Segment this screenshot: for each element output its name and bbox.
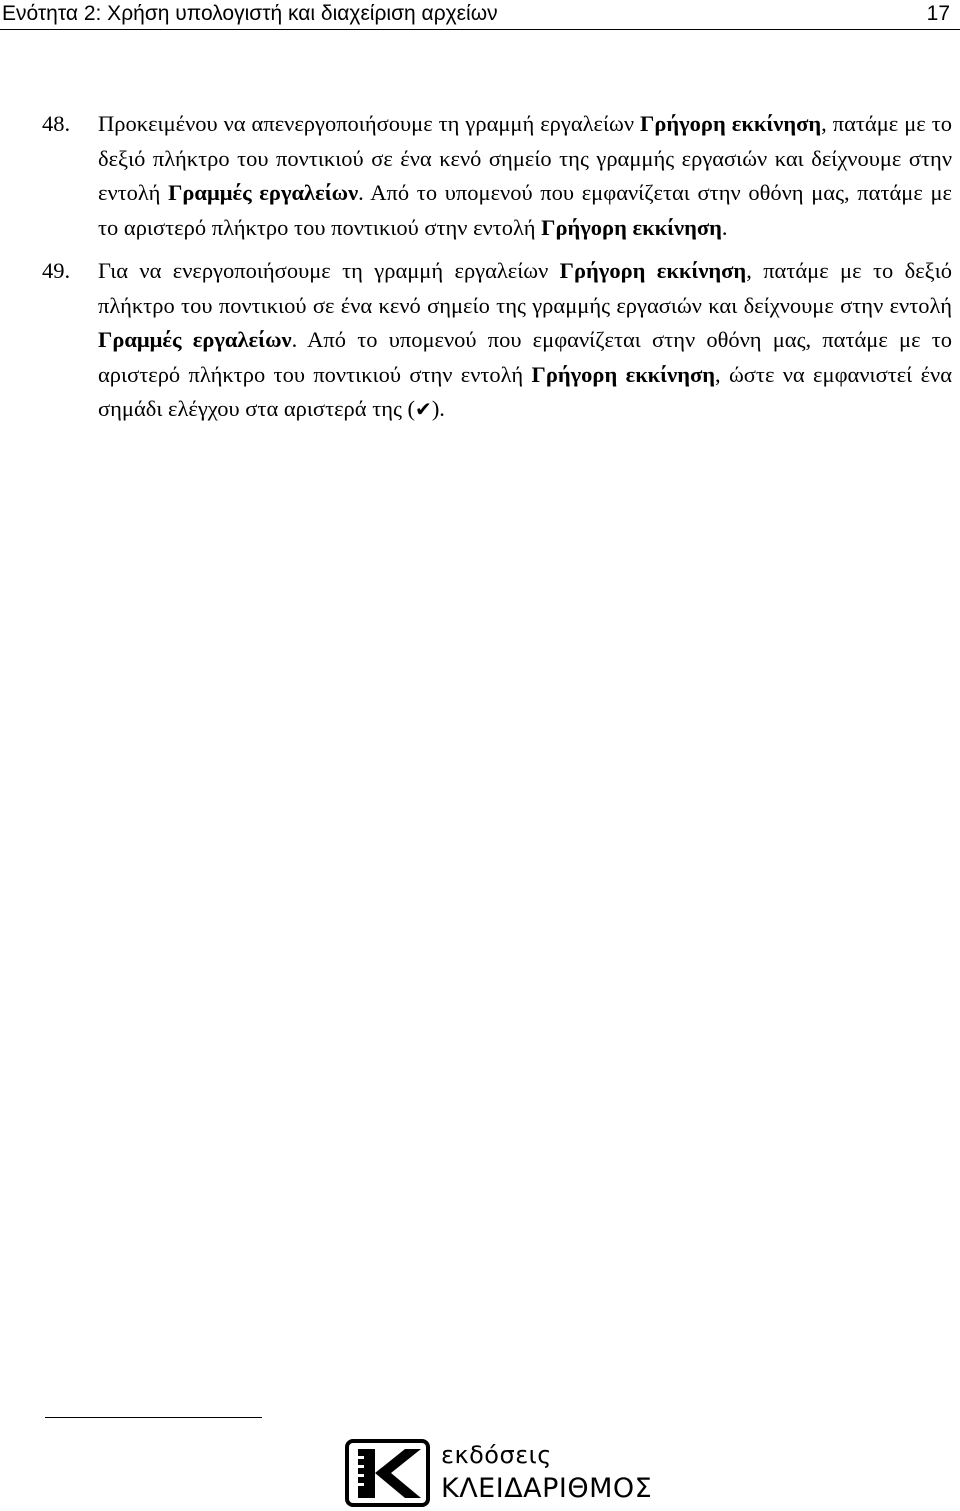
page-body (42, 107, 952, 436)
text-run: Προκειμένου να απενεργοποιήσουμε τη γραμμή εργαλείων (98, 111, 641, 136)
item-number: 48. (42, 111, 71, 136)
bold-term: Γρήγορη εκκίνηση (640, 111, 822, 136)
text-run: , ώστε να εμφανιστεί ένα σημάδι ελέγχου στα αριστερά της ( (98, 361, 952, 421)
checkmark-icon: ✔ (415, 397, 432, 421)
section-title: Ενότητα 2: Χρήση υπολογιστή και διαχείριση αρχείων (2, 2, 498, 25)
bold-term: Γρήγορη εκκίνηση (531, 361, 716, 387)
list-item-48 (42, 107, 952, 245)
page-number: 17 (926, 2, 950, 25)
list-item-49 (42, 254, 952, 427)
item-number: 49. (42, 258, 71, 283)
bold-term: Γρήγορη εκκίνηση (541, 214, 722, 240)
page-header (0, 0, 960, 30)
publisher-brand (441, 1440, 652, 1506)
bold-term: Γραμμές εργαλείων (168, 180, 359, 205)
text-run: Για να ενεργοποιήσουμε τη γραμμή εργαλείων (98, 258, 560, 283)
footer-divider (45, 1417, 262, 1418)
text-run: ). (431, 396, 445, 421)
text-run: . Από το υπομενού που εμφανίζεται στην οθόνη μας, πατάμε με το αριστερό πλήκτρο του ποντικιού στην εντολή (98, 327, 953, 387)
text-run: . Από το υπομενού που εμφανίζεται στην οθόνη μας, πατάμε με το αριστερό πλήκτρο του ποντικιού στην εντολή (98, 180, 952, 240)
text-run: , πατάμε με το δεξιό πλήκτρο του ποντικιού σε ένα κενό σημείο της γραμμής εργασιών και δείχνουμε στην εντολή (98, 111, 952, 205)
bold-term: Γραμμές εργαλείων (98, 327, 292, 352)
header-divider (0, 29, 960, 30)
text-run: , πατάμε με το δεξιό πλήκτρο του ποντικιού σε ένα κενό σημείο της γραμμής εργασιών και δείχνουμε στην εντολή (98, 258, 952, 318)
bold-term: Γρήγορη εκκίνηση (559, 258, 747, 283)
kleidarithmos-k-logo-icon (345, 1439, 430, 1507)
text-run: . (721, 214, 728, 240)
publisher-line1: εκδόσεις (441, 1441, 552, 1469)
publisher-line2: ΚΛΕΙΔΑΡΙΘΜΟΣ (441, 1473, 653, 1504)
